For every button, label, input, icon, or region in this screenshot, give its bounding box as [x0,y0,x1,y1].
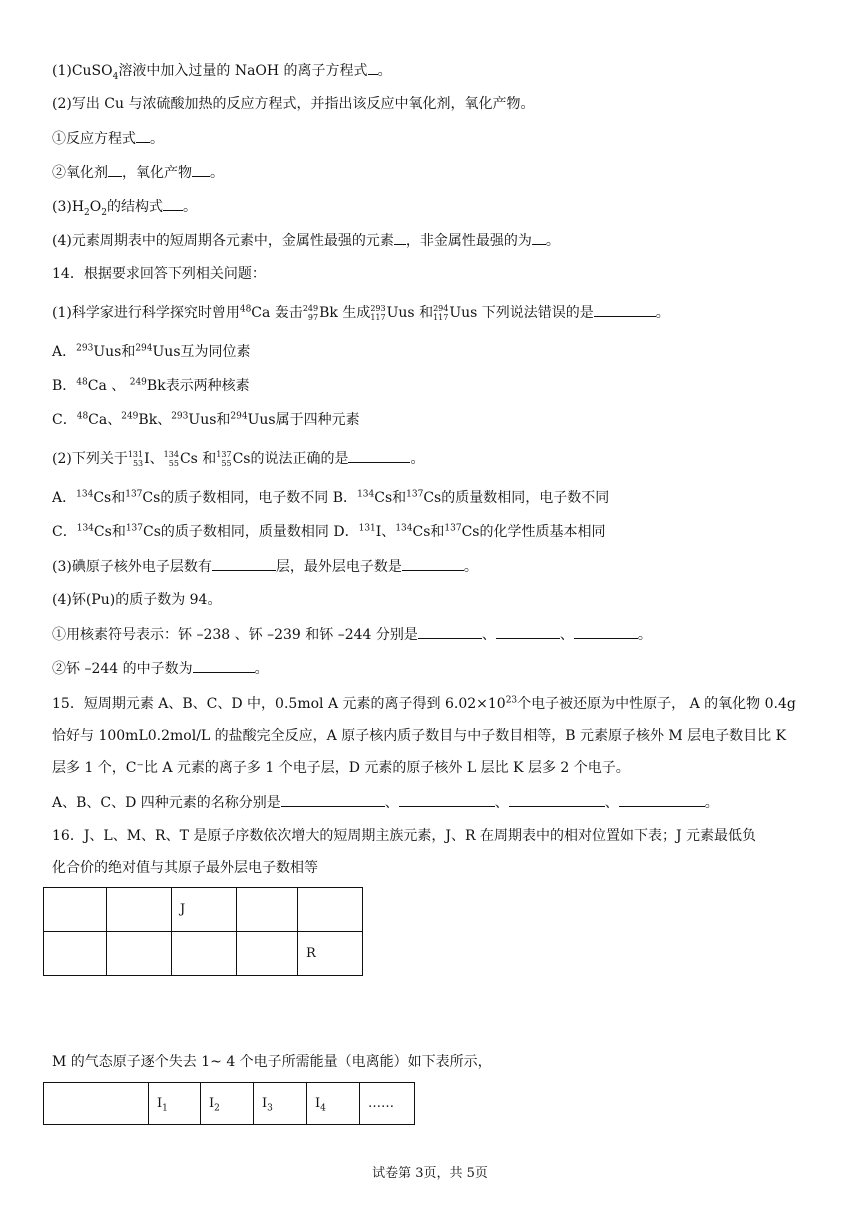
q14-title: 14．根据要求回答下列相关问题： [52,266,266,282]
table-cell [172,932,237,976]
q13-part2: (2)写出 Cu 与浓硫酸加热的反应方程式，并指出该反应中氧化剂，氧化产物。 [52,96,535,112]
q13-part2-a: ①反应方程式 。 [52,128,164,149]
q15-line2: 恰好与 100mL0.2mol/L 的盐酸完全反应，A 原子核内质子数目与中子数目相等，B 元素原子核外 M 层电子数目比 K [52,728,787,744]
table-cell [107,888,172,932]
table-cell [237,932,298,976]
table-row [44,1083,415,1125]
table-cell: R [298,932,363,976]
table-cell [44,1083,149,1125]
table-cell [298,888,363,932]
table-cell [44,932,107,976]
table-cell: $I_1$ [149,1083,201,1125]
ionization-energy-table [43,1082,415,1125]
q13-part4: (4)元素周期表中的短周期各元素中，金属性最强的元素 ，非金属性最强的为 。 [52,230,560,251]
q14-part2-cd: C．$^{134}$Cs和$^{137}$Cs的质子数相同，质量数相同 D．$^{131}$I、$^{134}$Cs和$^{137}$Cs的化学性质基本相同 [52,523,606,540]
table-cell: $I_4$ [307,1083,360,1125]
q15-line3: 层多 1 个，C⁻比 A 元素的离子多 1 个电子层，D 元素的原子核外 L 层比 K 层多 2 个电子。 [52,760,630,776]
table-cell: …… [360,1083,415,1125]
q14-part2: (2)下列关于 131 53 I、 134 55 Cs 和 137 55 Cs的说法正确的是 。 [52,450,425,468]
table-cell: J [172,888,237,932]
q14-option-b: B．$^{48}$Ca 、 $^{249}$Bk表示两种核素 [52,377,250,394]
q14-part2-ab: A．$^{134}$Cs和$^{137}$Cs的质子数相同，电子数不同 B．$^{134}$Cs和$^{137}$Cs的质量数相同，电子数不同 [52,489,610,506]
table-cell [237,888,298,932]
page-footer: 试卷第 3页，共 5页 [372,1166,488,1181]
table-cell: $I_3$ [254,1083,307,1125]
q13-part2-b: ②氧化剂 ，氧化产物 。 [52,162,224,183]
q13-part3: $(3)H_2O_2$的结构式 。 [52,196,197,217]
q14-option-a: A．$^{293}$Uus和$^{294}$Uus互为同位素 [52,343,251,360]
q15-line4: A、B、C、D 四种元素的名称分别是 、 、 、 。 [52,792,719,813]
periodic-position-table [43,887,363,976]
table-cell [107,932,172,976]
table-cell [44,888,107,932]
q14-part4-b: ②钚 –244 的中子数为 。 [52,658,269,679]
q16-line2: 化合价的绝对值与其原子最外层电子数相等 [52,860,318,876]
q14-part1: (1)科学家进行科学探究时曾用$^{48}$Ca 轰击 249 97 Bk 生成 293 117 Uus 和 294 117 Uus 下列说法错误的是 。 [52,304,670,322]
q14-part4: (4)钚(Pu)的质子数为 94。 [52,592,222,608]
q15-line1: 15．短周期元素 A、B、C、D 中，0.5mol A 元素的离子得到 $6.02\times 10^{23}$个电子被还原为中性原子， A 的氧化物 0.4g [52,695,796,712]
q14-part3: (3)碘原子核外电子层数有 层，最外层电子数是 。 [52,556,478,577]
q14-option-c: C．$^{48}$Ca、$^{249}$Bk、$^{293}$Uus和$^{294}$Uus属于四种元素 [52,411,360,428]
q13-part1: (1)CuSO$_4$溶液中加入过量的 NaOH 的离子方程式 。 [52,60,392,81]
q16-line1: 16．J、L、M、R、T 是原子序数依次增大的短周期主族元素，J、R 在周期表中的相对位置如下表；J 元素最低负 [52,828,757,844]
q14-part4-a: ①用核素符号表示：钚 –238 、钚 –239 和钚 –244 分别是 、 、 。 [52,624,652,645]
q16-line3: M 的气态原子逐个失去 1~ 4 个电子所需能量（电离能）如下表所示， [52,1054,492,1070]
table-row [44,932,363,976]
table-cell: $I_2$ [201,1083,254,1125]
table-row [44,888,363,932]
